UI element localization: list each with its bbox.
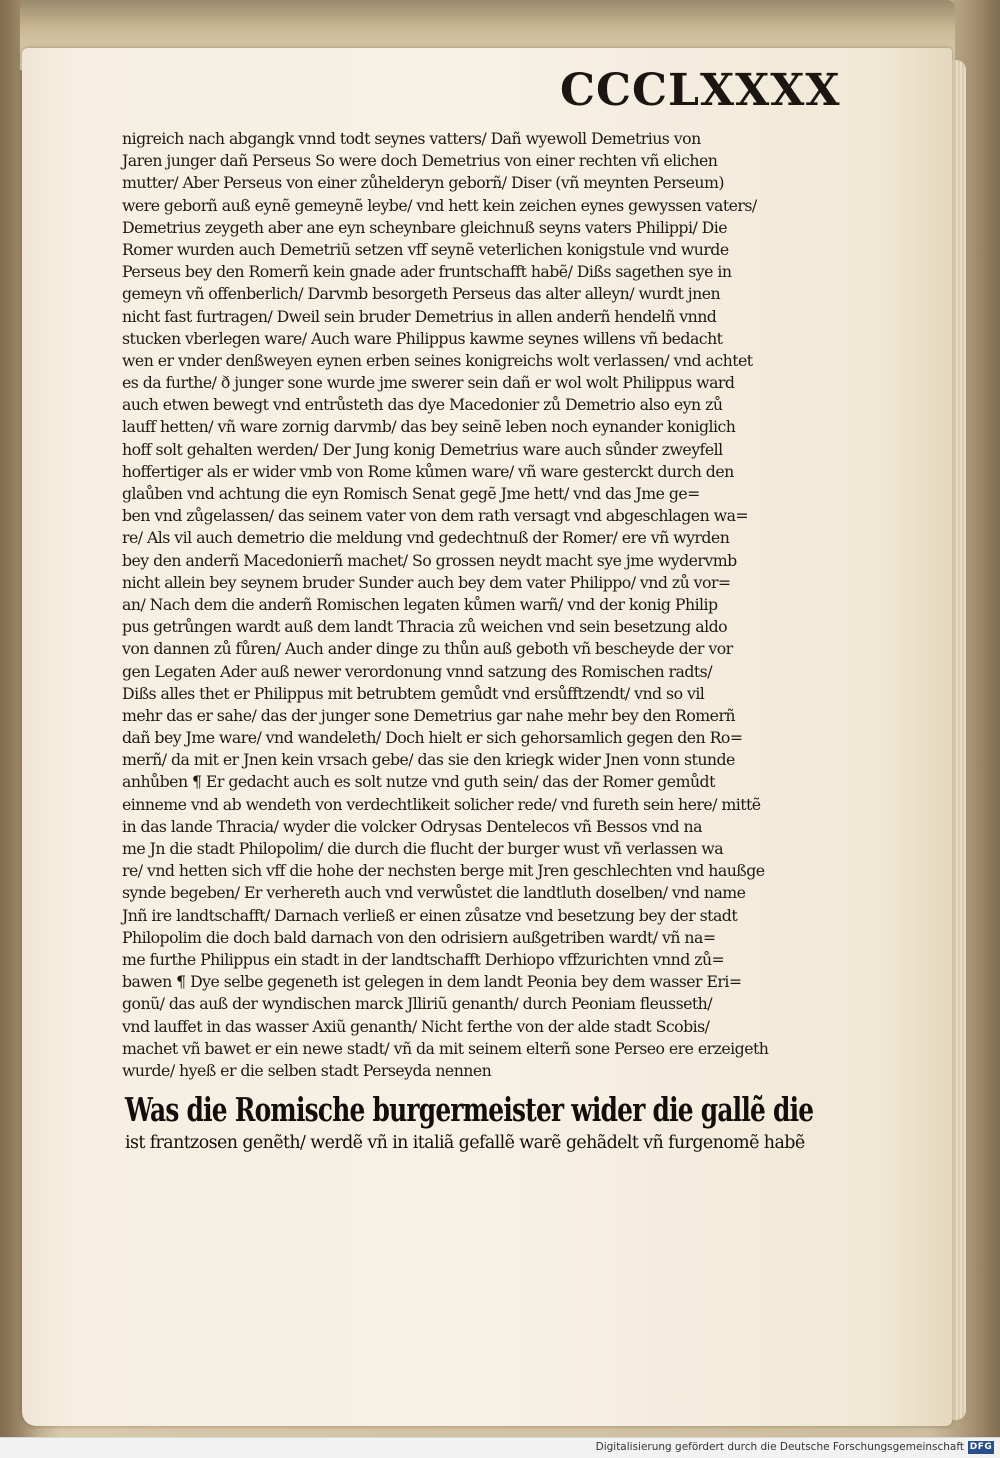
dfg-logo: DFG xyxy=(969,1442,993,1452)
heading-line-2: ist frantzosen genẽth/ werdẽ vñ in italiã gefallẽ warẽ gehãdelt vñ furgenomẽ habẽ xyxy=(125,1133,805,1153)
text-line: bey den anderñ Macedonierñ machet/ So grossen neydt macht sye jme wydervmb xyxy=(122,550,737,570)
text-line: nigreich nach abgangk vnnd todt seynes vatters/ Dañ wyewoll Demetrius von xyxy=(122,129,701,148)
text-line: wen er vnder denßweyen eynen erben seines konigreichs wolt verlassen/ vnd achtet xyxy=(122,350,753,370)
text-line: Perseus bey den Romerñ kein gnade ader fruntschafft habẽ/ Dißs sagethen sye in xyxy=(122,262,732,282)
text-line: hoffertiger als er wider vmb von Rome kůmen ware/ vñ ware gesterckt durch den xyxy=(122,461,734,481)
text-line: von dannen zů fůren/ Auch ander dinge zu thůn auß geboth vñ bescheyde der vor xyxy=(122,639,733,659)
text-line: mehr das er sahe/ das der junger sone Demetrius gar nahe mehr bey den Romerñ xyxy=(122,705,736,725)
text-line: re/ Als vil auch demetrio die meldung vnd gedechtnuß der Romer/ ere vñ wyrden xyxy=(122,528,730,548)
text-line: nicht fast furtragen/ Dweil sein bruder Demetrius in allen anderñ hendelñ vnnd xyxy=(122,306,717,326)
text-line: es da furthe/ ð junger sone wurde jme swerer sein dañ er wol wolt Philippus ward xyxy=(122,373,735,393)
body-text-block xyxy=(122,128,812,1082)
text-line: bawen ¶ Dye selbe gegeneth ist gelegen in dem landt Peonia bey dem wasser Eri= xyxy=(122,972,742,992)
text-line: anhůben ¶ Er gedacht auch es solt nutze vnd guth sein/ das der Romer gemůdt xyxy=(122,772,715,792)
chapter-heading xyxy=(125,1090,815,1156)
text-line: me Jn die stadt Philopolim/ die durch die flucht der burger wust vñ verlassen wa xyxy=(122,839,724,858)
text-line: me furthe Philippus ein stadt in der landtschafft Derhiopo vffzurichten vnnd zů= xyxy=(122,949,725,969)
text-line: stucken vberlegen ware/ Auch ware Philippus kawme seynes willens vñ bedacht xyxy=(122,328,723,348)
text-line: were geborñ auß eynẽ gemeynẽ leybe/ vnd hett kein zeichen eynes gewyssen vaters/ xyxy=(122,195,757,215)
text-line: einneme vnd ab wendeth von verdechtlikeit solicher rede/ vnd fureth sein here/ mittẽ xyxy=(122,794,761,814)
text-line: auch etwen bewegt vnd entrůsteth das dye Macedonier zů Demetrio also eyn zů xyxy=(122,395,723,415)
text-line: machet vñ bawet er ein newe stadt/ vñ da mit seinem elterñ sone Perseo ere erzeigeth xyxy=(122,1038,769,1058)
funding-credit: Digitalisierung gefördert durch die Deutsche Forschungsgemeinschaft xyxy=(595,1441,964,1453)
text-line: ben vnd zůgelassen/ das seinem vater von dem rath versagt vnd abgeschlagen wa= xyxy=(122,506,749,526)
text-line: pus getrůngen wardt auß dem landt Thracia zů weichen vnd sein besetzung aldo xyxy=(122,617,728,637)
text-line: glaůben vnd achtung die eyn Romisch Senat gegẽ Jme hett/ vnd das Jme ge= xyxy=(122,484,700,503)
text-line: Philopolim die doch bald darnach von den odrisiern außgetriben wardt/ vñ na= xyxy=(122,927,716,947)
text-line: Jaren junger dañ Perseus So were doch Demetrius von einer rechten vñ elichen xyxy=(122,151,718,171)
text-line: synde begeben/ Er verhereth auch vnd verwůstet die landtluth doselben/ vnd name xyxy=(122,883,746,903)
text-line: gonũ/ das auß der wyndischen marck Jlliriũ genanth/ durch Peoniam fleusseth/ xyxy=(122,994,713,1014)
text-line: Romer wurden auch Demetriũ setzen vff seynẽ veterlichen konigstule vnd wurde xyxy=(122,239,729,259)
text-line: Demetrius zeygeth aber ane eyn scheynbare gleichnuß seyns vaters Philippi/ Die xyxy=(122,217,728,237)
footer-bar xyxy=(0,1437,1000,1458)
folio-number: CCCLXXXX xyxy=(560,65,841,116)
text-line: an/ Nach dem die anderñ Romischen legaten kůmen warñ/ vnd der konig Philip xyxy=(122,594,718,614)
heading-line-1: Was die Romische burgermeister wider die gallẽ die xyxy=(125,1090,814,1129)
text-line: vnd lauffet in das wasser Axiũ genanth/ Nicht ferthe von der alde stadt Scobis/ xyxy=(122,1016,710,1036)
text-line: re/ vnd hetten sich vff die hohe der nechsten berge mit Jren geschlechten vnd haußge xyxy=(122,861,765,881)
text-line: gemeyn vñ offenberlich/ Darvmb besorgeth Perseus das alter alleyn/ wurdt jnen xyxy=(122,284,721,304)
text-line: dañ bey Jme ware/ vnd wandeleth/ Doch hielt er sich gehorsamlich gegen den Ro= xyxy=(122,728,743,748)
text-line: nicht allein bey seynem bruder Sunder auch bey dem vater Philippo/ vnd zů vor= xyxy=(122,572,731,592)
text-line: lauff hetten/ vñ ware zornig darvmb/ das bey seinẽ leben noch eynander koniglich xyxy=(122,417,736,437)
text-line: merñ/ da mit er Jnen kein vrsach gebe/ das sie den kriegk wider Jnen vonn stunde xyxy=(122,750,735,770)
text-line: hoff solt gehalten werden/ Der Jung konig Demetrius ware auch sůnder zweyfell xyxy=(122,439,723,459)
text-line: mutter/ Aber Perseus von einer zůhelderyn geborñ/ Diser (vñ meynten Perseum) xyxy=(122,173,724,193)
text-line: Dißs alles thet er Philippus mit betrubtem gemůdt vnd ersůfftzendt/ vnd so vil xyxy=(122,683,705,703)
text-line: Jnñ ire landtschafft/ Darnach verließ er einen zůsatze vnd besetzung bey der stadt xyxy=(122,905,738,925)
text-line: wurde/ hyeß er die selben stadt Perseyda nennen xyxy=(122,1060,492,1080)
text-line: gen Legaten Ader auß newer verordonung vnnd satzung des Romischen radts/ xyxy=(122,661,712,681)
text-line: in das lande Thracia/ wyder die volcker Odrysas Dentelecos vñ Bessos vnd na xyxy=(122,816,703,836)
